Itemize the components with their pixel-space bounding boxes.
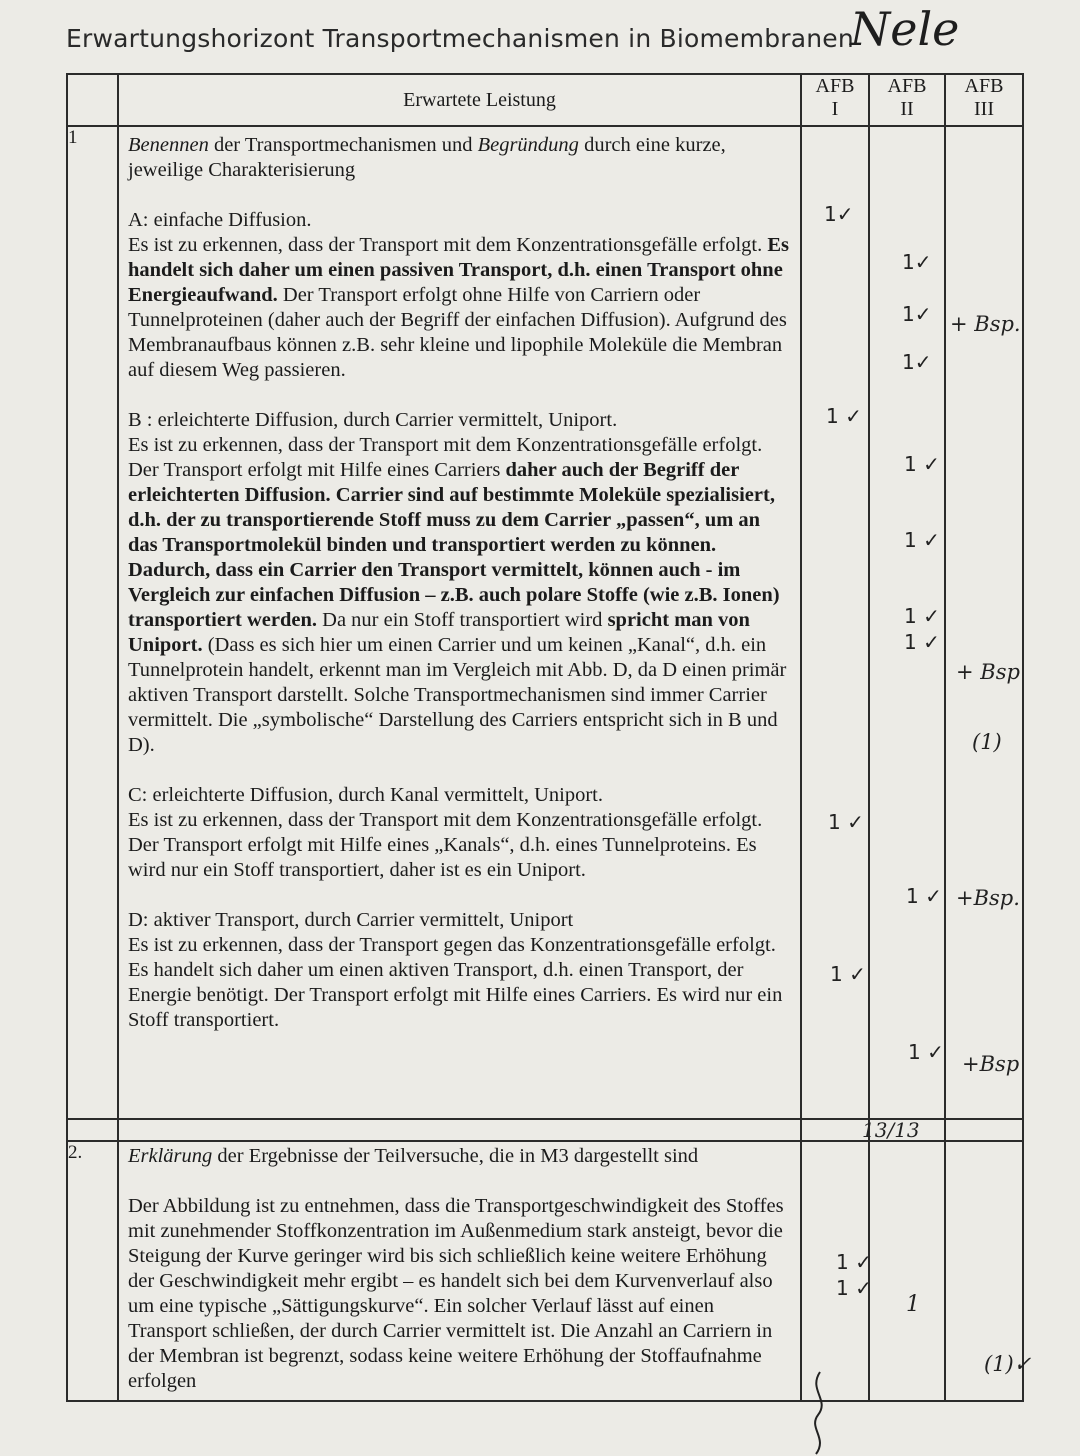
header-expected: Erwartete Leistung: [118, 74, 801, 126]
afb2-mark: 1 ✓: [908, 1040, 944, 1064]
task2-instruction: Erklärung der Ergebnisse der Teilversuche, die in M3 dargestellt sind: [128, 1145, 699, 1167]
afb2-mark: 1✓: [902, 302, 932, 326]
task1-instruction: Benennen der Transportmechanismen und Begründung durch eine kurze, jeweilige Charakterisierung: [128, 134, 726, 181]
task1-afb3-cell: [945, 126, 1023, 1119]
task2-row: [67, 1141, 1023, 1401]
section-c-text: Es ist zu erkennen, dass der Transport mit dem Konzentrationsgefälle erfolgt. Der Transport erfolgt mit Hilfe eines „Kanals“, d.h. eines Tunnelproteins. Es wird nur ein Stoff transportiert, daher ist es ein Uniport.: [128, 809, 763, 881]
header-afb2: AFB II: [869, 74, 945, 126]
section-d-title: D: aktiver Transport, durch Carrier vermittelt, Uniport: [128, 909, 574, 931]
section-b-title: B : erleichterte Diffusion, durch Carrier vermittelt, Uniport.: [128, 409, 618, 431]
subtotal-spacer: [67, 1119, 118, 1141]
task2-number: 2.: [67, 1141, 118, 1401]
afb2-mark: 1✓: [902, 250, 932, 274]
afb2-mark: 1 ✓: [904, 452, 940, 476]
afb1-mark: 1✓: [824, 202, 854, 226]
subtotal-spacer: [945, 1119, 1023, 1141]
afb3-note: (1): [972, 730, 1002, 754]
header-afb3: AFB III: [945, 74, 1023, 126]
subtotal-spacer: [118, 1119, 801, 1141]
task2-content: [118, 1141, 801, 1401]
student-name-handwritten: Nele: [850, 2, 960, 56]
afb1-mark: 1 ✓: [828, 810, 864, 834]
section-c-title: C: erleichterte Diffusion, durch Kanal vermittelt, Uniport.: [128, 784, 603, 806]
header-number-cell: [67, 74, 118, 126]
afb2-mark: 1 ✓: [904, 528, 940, 552]
task2-afb2-cell: [869, 1141, 945, 1401]
afb2-mark: 1✓: [902, 350, 932, 374]
afb1-mark: 1 ✓: [836, 1276, 872, 1300]
subtotal-score: 13/13: [862, 1118, 920, 1142]
afb3-note: +Bsp: [962, 1052, 1020, 1076]
task2-text: Der Abbildung ist zu entnehmen, dass die Transportgeschwindigkeit des Stoffes mit zunehmender Stoffkonzentration im Außenmedium stark ansteigt, bevor die Steigung der Kurve geringer wird bis sich schließlich keine weitere Erhöhung der Geschwindigkeit mehr ergibt – es handelt sich bei dem Kurvenverlauf also um eine typische „Sättigungskurve“. Ein solcher Verlauf lässt auf einen Transport schließen, der durch Carrier vermittelt ist. Die Anzahl an Carriern in der Membran ist begrenzt, sodass keine weitere Erhöhung der Stoffaufnahme erfolgen: [128, 1195, 784, 1392]
header-afb1: AFB I: [801, 74, 869, 126]
afb2-mark: 1 ✓: [904, 604, 940, 628]
section-d-text: Es ist zu erkennen, dass der Transport gegen das Konzentrationsgefälle erfolgt. Es handelt sich daher um einen aktiven Transport, d.h. einen Transport, der Energie benötigt. Der Transport erfolgt mit Hilfe eines Carriers. Es wird nur ein Stoff transportiert.: [128, 934, 783, 1031]
afb1-mark: 1 ✓: [826, 404, 862, 428]
afb3-note: + Bsp: [956, 660, 1020, 684]
task1-number: 1: [67, 126, 118, 1119]
section-a-text: Es ist zu erkennen, dass der Transport mit dem Konzentrationsgefälle erfolgt. Es handelt sich daher um einen passiven Transport, d.h. einen Transport ohne Energieaufwand. Der Transport erfolgt ohne Hilfe von Carriern oder Tunnelproteinen (daher auch der Begriff der einfachen Diffusion). Aufgrund des Membranaufbaus können z.B. sehr kleine und lipophile Moleküle die Membran auf diesem Weg passieren.: [128, 234, 789, 381]
afb2-mark: 1 ✓: [904, 630, 940, 654]
task1-row: [67, 126, 1023, 1119]
bracket-squiggle-icon: [800, 1370, 840, 1456]
afb3-note: +Bsp.: [956, 886, 1020, 910]
table-header-row: [67, 74, 1023, 126]
task1-content: [118, 126, 801, 1119]
section-b-text: Es ist zu erkennen, dass der Transport mit dem Konzentrationsgefälle erfolgt. Der Transport erfolgt mit Hilfe eines Carriers daher auch der Begriff der erleichterten Diffusion. Carrier sind auf bestimmte Moleküle spezialisiert, d.h. der zu transportierende Stoff muss zu dem Carrier „passen“, um an das Transportmolekül binden und transportiert werden zu können. Dadurch, dass ein Carrier den Transport vermittelt, können auch - im Vergleich zur einfachen Diffusion – z.B. auch polare Stoffe (wie z.B. Ionen) transportiert werden. Da nur ein Stoff transportiert wird spricht man von Uniport. (Dass es sich hier um einen Carrier und um keinen „Kanal“, d.h. ein Tunnelprotein handelt, erkennt man im Vergleich mit Abb. D, da D einen primär aktiven Transport darstellt. Solche Transportmechanismen sind immer Carrier vermittelt. Die „symbolische“ Darstellung des Carriers entspricht sich in B und D).: [128, 434, 787, 756]
section-a-title: A: einfache Diffusion.: [128, 209, 312, 231]
subtotal-spacer: [801, 1119, 869, 1141]
afb2-mark: 1 ✓: [906, 884, 942, 908]
task2-afb2-mark: 1: [906, 1292, 920, 1317]
expectation-table: [66, 73, 1024, 1402]
afb1-mark: 1 ✓: [836, 1250, 872, 1274]
afb3-note: + Bsp.: [950, 312, 1021, 336]
page-title: Erwartungshorizont Transportmechanismen in Biomembranen: [66, 24, 854, 53]
afb1-mark: 1 ✓: [830, 962, 866, 986]
afb3-note: (1)✓: [984, 1352, 1032, 1376]
